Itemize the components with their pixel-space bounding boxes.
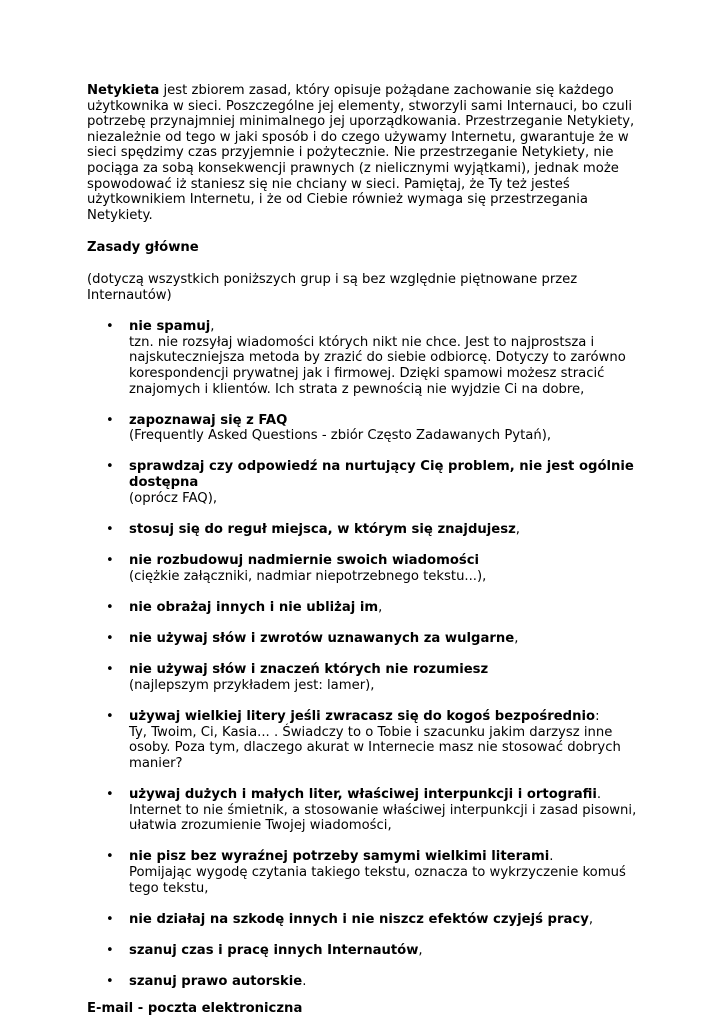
list-item: [87, 943, 647, 959]
rule-suffix: ,: [588, 911, 594, 927]
rule-detail: (ciężkie załączniki, nadmiar niepotrzebnego tekstu...),: [129, 568, 487, 584]
bullet-icon: •: [106, 599, 114, 615]
bullet-icon: •: [106, 708, 114, 724]
list-item: [87, 319, 647, 397]
list-item: [87, 849, 647, 896]
rule-suffix: .: [596, 786, 602, 802]
rule-title: sprawdzaj czy odpowiedź na nurtujący Cię problem, nie jest ogólnie dostępna: [129, 459, 634, 491]
rule-suffix: ,: [418, 942, 423, 958]
rule-title: używaj dużych i małych liter, właściwej interpunkcji i ortografii: [129, 786, 597, 802]
rule-detail: Pomijając wygodę czytania takiego tekstu, oznacza to wykrzyczenie komuś tego tekstu,: [129, 864, 626, 896]
bullet-icon: •: [106, 521, 114, 537]
bullet-icon: •: [106, 631, 114, 646]
section-heading-email: E-mail - poczta elektroniczna: [87, 1001, 303, 1017]
rule-detail: Internet to nie śmietnik, a stosowanie właściwej interpunkcji i zasad pisowni, ułatwia zrozumienie Twojej wiadomości,: [129, 802, 637, 834]
rule-suffix: ,: [515, 521, 520, 537]
rule-suffix: :: [595, 708, 600, 724]
rule-title: nie używaj słów i zwrotów uznawanych za wulgarne: [129, 631, 515, 646]
rule-title: używaj wielkiej litery jeśli zwracasz się do kogoś bezpośrednio: [129, 708, 596, 724]
list-item: [87, 662, 647, 693]
list-item: [87, 974, 647, 990]
list-item: [87, 553, 647, 584]
list-item: [87, 600, 647, 616]
list-item: [87, 787, 647, 834]
bullet-icon: •: [106, 911, 114, 927]
rules-list: [87, 319, 647, 990]
rule-title: zapoznawaj się z FAQ: [129, 412, 288, 428]
bullet-icon: •: [106, 942, 114, 958]
rule-title: nie spamuj: [129, 319, 211, 335]
bullet-icon: •: [106, 319, 114, 335]
rule-suffix: .: [302, 974, 307, 990]
intro-paragraph: [87, 83, 647, 223]
bullet-icon: •: [106, 412, 114, 428]
rule-suffix: .: [549, 849, 554, 865]
list-item: [87, 459, 647, 506]
intro-term: Netykieta: [87, 83, 160, 98]
rule-detail: Ty, Twoim, Ci, Kasia... . Świadczy to o Tobie i szacunku jakim darzysz inne osoby. Poza tym, dlaczego akurat w Internecie masz nie stosować dobrych manier?: [129, 724, 621, 771]
rule-title: nie działaj na szkodę innych i nie niszcz efektów czyjejś pracy: [129, 911, 589, 927]
bullet-icon: •: [106, 662, 114, 678]
list-item: [87, 709, 647, 771]
rule-suffix: ,: [210, 319, 215, 335]
rule-title: szanuj czas i pracę innych Internautów: [129, 942, 419, 958]
bullet-icon: •: [106, 459, 114, 475]
list-item: [87, 631, 647, 647]
rule-title: stosuj się do reguł miejsca, w którym się znajdujesz: [129, 521, 516, 537]
bullet-icon: •: [106, 849, 114, 865]
rule-suffix: ,: [514, 631, 519, 646]
bullet-icon: •: [106, 974, 114, 990]
section-subtitle: (dotyczą wszystkich poniższych grup i są bez względnie piętnowane przez Internautów): [87, 271, 578, 303]
rule-detail: (Frequently Asked Questions - zbiór Często Zadawanych Pytań),: [129, 428, 552, 444]
rule-title: nie używaj słów i znaczeń których nie rozumiesz: [129, 662, 489, 678]
list-item: [87, 522, 647, 538]
rule-title: szanuj prawo autorskie: [129, 974, 303, 990]
rule-title: nie pisz bez wyraźnej potrzeby samymi wielkimi literami: [129, 849, 550, 865]
rule-suffix: ,: [378, 599, 383, 615]
rule-detail: (oprócz FAQ),: [129, 490, 218, 506]
section-heading-main-rules: Zasady główne: [87, 240, 199, 256]
intro-text: jest zbiorem zasad, który opisuje pożądane zachowanie się każdego użytkownika w sieci. Poszczególne jej elementy, stworzyli sami Internauci, bo czuli potrzebę przynajmniej minimalnego jej uporządkowania. Przestrzeganie Netykiety, niezależnie od tego w jaki sposób i do czego używamy Internetu, gwarantuje że w sieci spędzimy czas przyjemnie i pożytecznie. Nie przestrzeganie Netykiety, nie pociąga za sobą konsekwencji prawnych (z nielicznymi wyjątkami), jednak może spowodować iż staniesz się nie chciany w sieci. Pamiętaj, że Ty też jesteś użytkownikiem Internetu, i że od Ciebie również wymaga się przestrzegania Netykiety.: [87, 83, 635, 223]
list-item: [87, 912, 647, 928]
rule-title: nie obrażaj innych i nie ubliżaj im: [129, 599, 379, 615]
document-page: [87, 83, 647, 1017]
bullet-icon: •: [106, 786, 114, 802]
bullet-icon: •: [106, 553, 114, 569]
rule-detail: tzn. nie rozsyłaj wiadomości których nikt nie chce. Jest to najprostsza i najskuteczniejsza metoda by zrazić do siebie odbiorcę. Dotyczy to zarówno korespondencji prywatnej jak i firmowej. Dzięki spamowi możesz stracić znajomych i klientów. Ich strata z pewnością nie wyjdzie Ci na dobre,: [129, 334, 626, 397]
rule-title: nie rozbudowuj nadmiernie swoich wiadomości: [129, 553, 480, 569]
rule-detail: (najlepszym przykładem jest: lamer),: [129, 677, 375, 693]
list-item: [87, 413, 647, 444]
